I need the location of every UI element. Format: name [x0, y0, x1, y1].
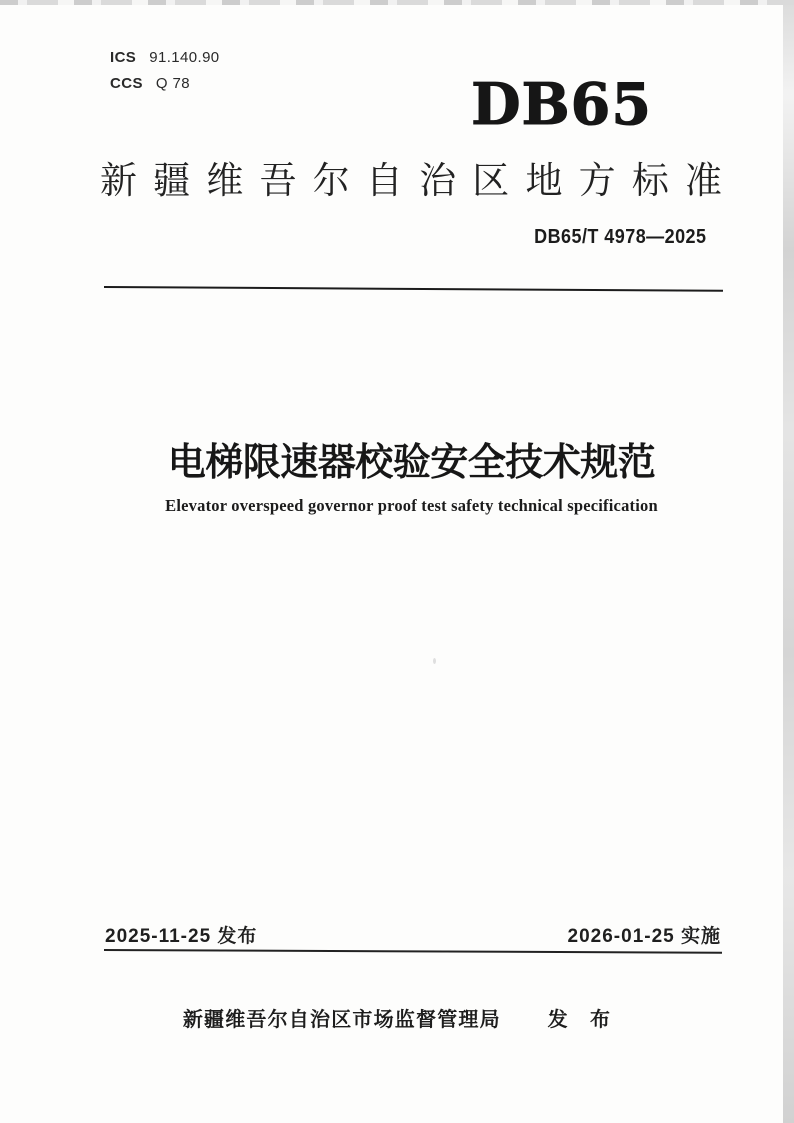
scan-speck: [433, 658, 436, 664]
publish-label: 发 布: [547, 1009, 612, 1031]
issue-date: 2025-11-25 发布: [105, 926, 258, 947]
ccs-value: Q 78: [155, 74, 190, 92]
implement-date: 2026-01-25 实施: [567, 926, 721, 947]
standard-number: DB65/T 4978—2025: [533, 226, 706, 248]
scan-edge-right: [783, 5, 794, 1123]
standard-heading: 新疆维吾尔自治区地方标准: [100, 160, 722, 201]
footer-divider-rule: [104, 949, 722, 954]
document-title-en: Elevator overspeed governor proof test safety technical specification: [165, 496, 658, 515]
scan-edge-top: [0, 0, 794, 5]
publisher-row: [0, 1003, 794, 1032]
classification-codes: [110, 44, 220, 96]
dates-row: [105, 921, 721, 948]
db65-logo: DB65: [471, 71, 652, 138]
ics-value: 91.140.90: [149, 48, 220, 66]
ics-code-row: [110, 44, 220, 70]
ccs-code-row: [110, 70, 220, 96]
header-divider-rule: [104, 286, 723, 292]
ccs-label: CCS: [110, 74, 143, 92]
document-title-zh: 电梯限速器校验安全技术规范: [167, 442, 656, 484]
ics-label: ICS: [110, 48, 137, 66]
publisher-name: 新疆维吾尔自治区市场监督管理局: [182, 1009, 501, 1031]
